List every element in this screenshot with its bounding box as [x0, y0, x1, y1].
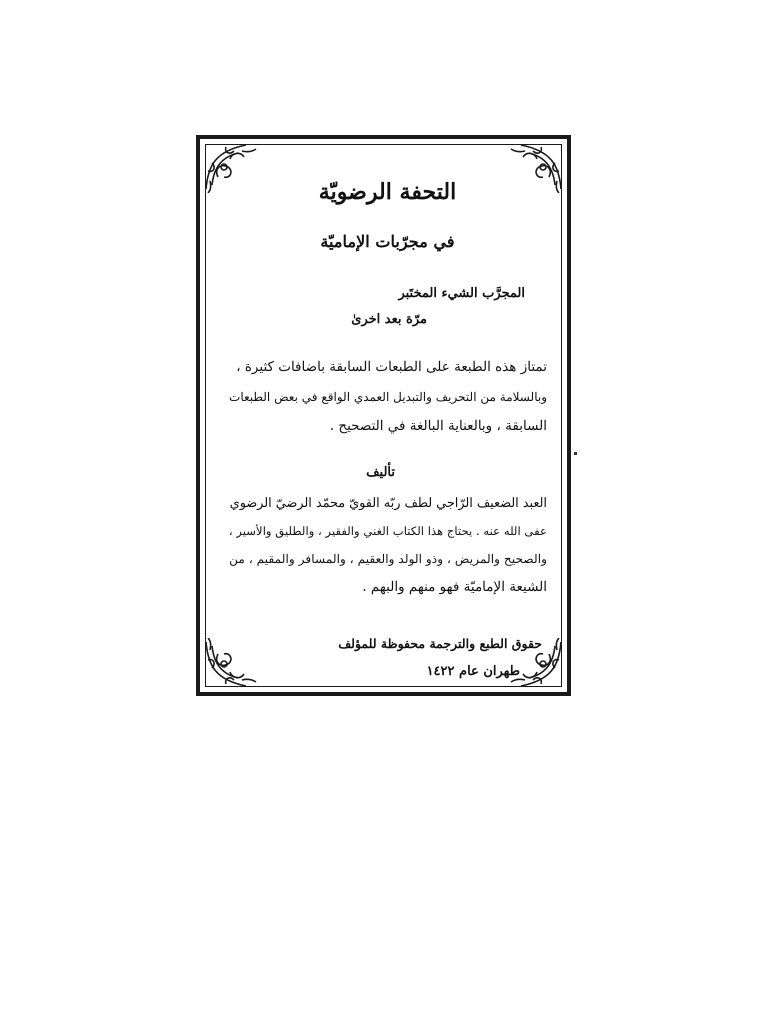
author-paragraph-line: العبد الضعيف الرّاجي لطف ربّه القويّ محمّد الرضيّ الرضوي: [229, 496, 547, 511]
decorative-border: [196, 135, 571, 696]
definition-line: مرّة بعد اخرىٰ: [351, 312, 427, 327]
author-paragraph-line: والصحيح والمريض ، وذو الولد والعقيم ، والمسافر والمقيم ، من: [229, 552, 547, 566]
definition-line: المجرَّب الشيء المختَبر: [398, 286, 525, 301]
title-page-content: [200, 139, 575, 700]
author-heading: تأليف: [366, 465, 395, 480]
author-paragraph-line: الشيعة الإماميّة فهو منهم والبهم .: [362, 579, 547, 595]
intro-paragraph-line: تمتاز هذه الطبعة على الطبعات السابقة باضافات كثيرة ،: [236, 359, 547, 375]
publication-place-year: طهران عام ١٤٢٢: [426, 664, 520, 679]
copyright-notice: حقوق الطبع والترجمة محفوظة للمؤلف: [338, 636, 542, 651]
intro-paragraph-line: السابقة ، وبالعناية البالغة في التصحيح .: [329, 418, 547, 434]
book-title: التحفة الرضويّة: [318, 179, 457, 205]
author-paragraph-line: عفى الله عنه . يحتاج هذا الكتاب الغني والفقير ، والطليق والأسير ،: [228, 524, 547, 538]
scan-speck: [574, 452, 577, 455]
book-subtitle: في مجرّبات الإماميّة: [320, 232, 455, 251]
intro-paragraph-line: وبالسلامة من التحريف والتبديل العمدي الواقع في بعض الطبعات: [229, 390, 547, 404]
